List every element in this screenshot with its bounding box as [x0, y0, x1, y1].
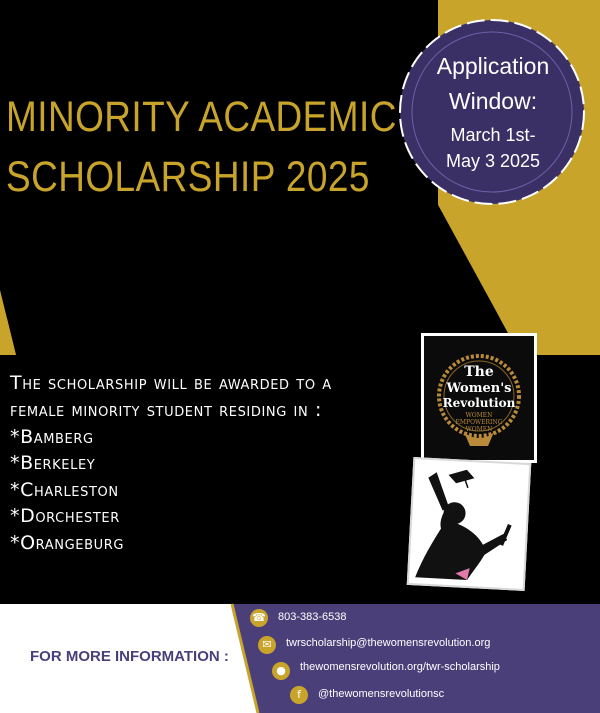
graduation-cap-icon — [448, 469, 475, 484]
graduate-silhouette-icon — [409, 459, 529, 589]
facebook-icon: f — [290, 686, 308, 704]
logo-tagline-1: WOMEN — [465, 412, 493, 419]
eligibility-intro-line-2: female minority student residing in : — [10, 399, 322, 421]
logo-word-womens: Women's — [446, 381, 512, 396]
contact-email[interactable]: twrscholarship@thewomensrevolution.org — [286, 637, 491, 649]
county-item: *Charleston — [10, 479, 119, 501]
contact-website[interactable]: thewomensrevolution.org/twr-scholarship — [300, 661, 500, 673]
logo-graphic — [424, 336, 534, 460]
title-line-2: SCHOLARSHIP 2025 — [6, 153, 370, 201]
logo-tagline-3: WOMEN — [465, 426, 493, 433]
county-item: *Berkeley — [10, 452, 96, 474]
county-item: *Orangeburg — [10, 532, 125, 554]
womens-revolution-logo — [421, 333, 537, 463]
phone-icon: ☎ — [250, 609, 268, 627]
badge-line-3: March 1st- — [450, 125, 536, 145]
eligibility-intro-line-1: The scholarship will be awarded to a — [10, 372, 332, 394]
graduate-photo — [407, 457, 532, 591]
logo-tagline-2: EMPOWERING — [455, 419, 503, 426]
email-icon: ✉ — [258, 636, 276, 654]
logo-word-the: The — [464, 364, 494, 380]
county-item: *Bamberg — [10, 426, 94, 448]
contact-phone[interactable]: 803-383-6538 — [278, 611, 347, 623]
badge-line-1: Application — [436, 53, 550, 79]
globe-icon: ● — [272, 662, 290, 680]
badge-line-2: Window: — [448, 88, 538, 114]
more-info-label: FOR MORE INFORMATION : — [30, 648, 229, 665]
logo-word-revolution: Revolution — [442, 396, 516, 410]
county-item: *Dorchester — [10, 505, 120, 527]
badge-line-4: May 3 2025 — [445, 151, 541, 171]
contact-facebook[interactable]: @thewomensrevolutionsc — [318, 688, 445, 700]
title-line-1: MINORITY ACADEMIC — [6, 93, 397, 141]
